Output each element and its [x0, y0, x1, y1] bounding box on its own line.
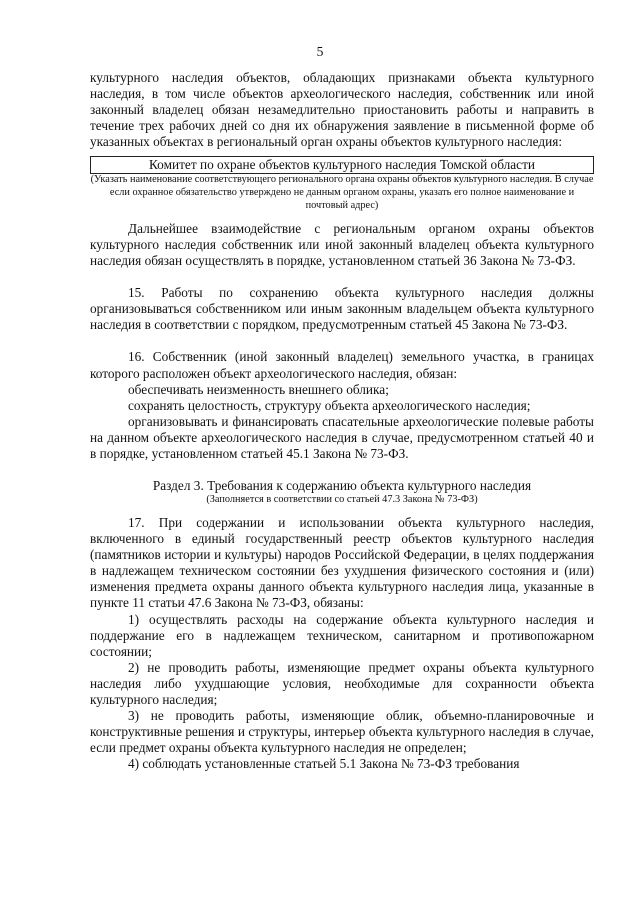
paragraph-16-item: организовывать и финансировать спасательные археологические полевые работы на данном объекте археологического наследия в случае, предусмотренном статьей 40 и в порядке, установленном статьей 45.1 Закона № 73-ФЗ.	[90, 413, 594, 461]
paragraph-17-item: 4) соблюдать установленные статьей 5.1 Закона № 73-ФЗ требования	[128, 756, 520, 772]
authority-note: (Указать наименование соответствующего регионального органа охраны объектов культурного наследия. В случае если охранное обязательство утверждено не данным органом охраны, указать его полное наименование и почтовый адрес)	[90, 174, 594, 212]
paragraph-15: 15. Работы по сохранению объекта культурного наследия должны организовываться собственником или иным законным владельцем объекта культурного наследия в соответствии с порядком, предусмотренным статьей 45 Закона № 73-ФЗ.	[90, 285, 594, 333]
authority-box: Комитет по охране объектов культурного наследия Томской области	[90, 156, 594, 174]
paragraph-16-item: сохранять целостность, структуру объекта археологического наследия;	[128, 397, 531, 413]
paragraph-17-item: 3) не проводить работы, изменяющие облик, объемно-планировочные и конструктивные решения и структуры, интерьер объекта культурного наследия в случае, если предмет охраны объекта культурного наследия не определен;	[90, 708, 594, 756]
page-number: 5	[316, 44, 324, 59]
paragraph-16-item: обеспечивать неизменность внешнего облика;	[128, 381, 389, 397]
document-body	[90, 70, 594, 772]
paragraph-17-item: 1) осуществлять расходы на содержание объекта культурного наследия и поддержание его в надлежащем техническом, санитарном и противопожарном состоянии;	[90, 611, 594, 659]
paragraph-16: 16. Собственник (иной законный владелец) земельного участка, в границах которого расположен объект археологического наследия, обязан:	[90, 349, 594, 381]
section-3-note: (Заполняется в соответствии со статьей 47.3 Закона № 73-ФЗ)	[206, 494, 478, 506]
section-3-title: Раздел 3. Требования к содержанию объекта культурного наследия	[152, 478, 532, 494]
interaction-paragraph: Дальнейшее взаимодействие с региональным органом охраны объектов культурного наследия собственник или иной законный владелец объекта культурного наследия обязан осуществлять в порядке, установленном статьей 36 Закона № 73-ФЗ.	[90, 220, 594, 269]
paragraph-17: 17. При содержании и использовании объекта культурного наследия, включенного в единый государственный реестр объектов культурного наследия (памятников истории и культуры) народов Российской Федерации, в целях поддержания в надлежащем техническом состоянии без ухудшения физического состояния и (или) изменения предмета охраны данного объекта культурного наследия лица, указанные в пункте 11 статьи 47.6 Закона № 73-ФЗ, обязаны:	[90, 514, 594, 611]
continuation-paragraph: культурного наследия объектов, обладающих признаками объекта культурного наследия, в том числе объектов археологического наследия, собственник или иной законный владелец обязан незамедлительно приостановить работы и направить в течение трех рабочих дней со дня их обнаружения заявление в письменной форме об указанных объектах в региональный орган охраны объектов культурного наследия:	[90, 70, 594, 150]
paragraph-17-item: 2) не проводить работы, изменяющие предмет охраны объекта культурного наследия либо ухудшающие условия, необходимые для сохранности объекта культурного наследия;	[90, 659, 594, 707]
